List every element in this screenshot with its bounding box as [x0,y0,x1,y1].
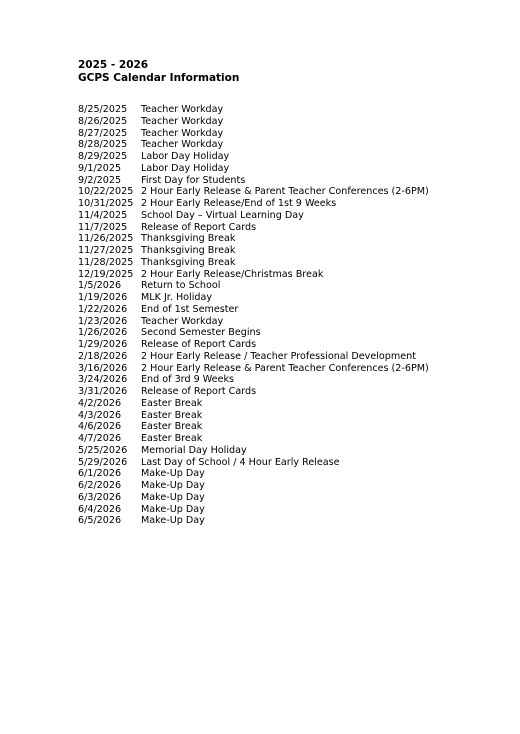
event-description: Make-Up Day [141,468,205,480]
calendar-event-row [78,457,429,469]
event-date: 5/25/2026 [78,444,128,456]
event-date: 3/24/2026 [78,374,128,386]
calendar-event-row [78,116,429,128]
event-description: Labor Day Holiday [141,162,230,174]
event-description: Second Semester Begins [141,327,261,339]
calendar-event-row [78,339,429,351]
school-year: 2025 - 2026 [78,59,149,71]
event-date: 6/3/2026 [78,491,122,503]
calendar-event-row [78,363,429,375]
event-date: 1/29/2026 [78,339,128,350]
event-description: Easter Break [141,433,203,444]
event-date: 4/7/2026 [78,433,122,444]
event-description: Teacher Workday [141,115,224,127]
event-description: Release of Report Cards [141,221,257,233]
calendar-event-row [78,480,429,492]
event-date: 4/6/2026 [78,421,122,433]
event-description: Thanksgiving Break [141,245,236,256]
event-description: Release of Report Cards [141,386,257,397]
event-description: 2 Hour Early Release/End of 1st 9 Weeks [141,198,337,209]
event-date: 11/4/2025 [78,209,128,221]
calendar-event-row [78,504,429,516]
event-description: Easter Break [141,409,203,421]
calendar-event-row [78,186,429,198]
calendar-event-row [78,151,429,163]
event-description: Teacher Workday [141,315,224,327]
calendar-event-row [78,398,429,410]
event-description: Teacher Workday [141,104,224,115]
event-date: 11/26/2025 [78,233,134,245]
calendar-event-row [78,433,429,445]
calendar-event-row [78,104,429,116]
event-date: 6/1/2026 [78,468,122,480]
event-description: Thanksgiving Break [141,256,236,268]
event-description: Release of Report Cards [141,339,257,350]
event-date: 4/2/2026 [78,397,122,409]
event-date: 6/5/2026 [78,515,122,527]
calendar-event-row [78,210,429,222]
event-description: Teacher Workday [141,127,224,139]
event-date: 10/31/2025 [78,198,134,209]
calendar-event-row [78,445,429,457]
event-description: Return to School [141,280,221,292]
event-date: 8/25/2025 [78,104,128,115]
event-date: 2/18/2026 [78,350,128,362]
calendar-event-row [78,374,429,386]
event-description: Memorial Day Holiday [141,444,247,456]
event-description: First Day for Students [141,174,246,186]
event-date: 8/26/2025 [78,115,128,127]
calendar-event-row [78,128,429,140]
calendar-event-row [78,292,429,304]
calendar-event-row [78,198,429,210]
event-date: 5/29/2026 [78,456,128,468]
event-date: 11/7/2025 [78,221,128,233]
document-title: GCPS Calendar Information [78,72,240,84]
event-description: Make-Up Day [141,480,205,491]
event-description: MLK Jr. Holiday [141,292,213,303]
event-date: 6/2/2026 [78,480,122,491]
event-date: 9/1/2025 [78,162,122,174]
document-heading [78,59,239,85]
event-description: Easter Break [141,421,203,433]
calendar-event-row [78,280,429,292]
event-date: 3/31/2026 [78,386,128,397]
calendar-event-row [78,222,429,234]
event-date: 1/5/2026 [78,280,122,292]
calendar-event-row [78,351,429,363]
calendar-event-list [78,104,429,527]
event-date: 6/4/2026 [78,503,122,515]
calendar-event-row [78,515,429,527]
calendar-event-row [78,163,429,175]
calendar-event-row [78,139,429,151]
calendar-event-row [78,468,429,480]
event-description: 2 Hour Early Release & Parent Teacher Conferences (2-6PM) [141,186,429,198]
calendar-event-row [78,492,429,504]
event-date: 10/22/2025 [78,186,134,198]
event-date: 12/19/2025 [78,268,134,280]
event-date: 8/29/2025 [78,151,128,162]
calendar-event-row [78,257,429,269]
event-date: 9/2/2025 [78,174,122,186]
calendar-event-row [78,304,429,316]
event-date: 11/28/2025 [78,256,134,268]
event-description: 2 Hour Early Release & Parent Teacher Conferences (2-6PM) [141,362,429,374]
event-date: 3/16/2026 [78,362,128,374]
event-description: Make-Up Day [141,503,205,515]
calendar-event-row [78,386,429,398]
event-description: School Day – Virtual Learning Day [141,209,304,221]
calendar-event-row [78,269,429,281]
event-date: 4/3/2026 [78,409,122,421]
event-description: Labor Day Holiday [141,151,230,162]
event-date: 11/27/2025 [78,245,134,256]
calendar-event-row [78,233,429,245]
event-description: 2 Hour Early Release / Teacher Professional Development [141,350,416,362]
event-date: 1/22/2026 [78,303,128,315]
event-description: End of 3rd 9 Weeks [141,374,235,386]
event-description: Thanksgiving Break [141,233,236,245]
event-description: End of 1st Semester [141,303,239,315]
calendar-event-row [78,327,429,339]
calendar-event-row [78,245,429,257]
calendar-event-row [78,175,429,187]
event-date: 8/28/2025 [78,139,128,151]
calendar-event-row [78,421,429,433]
calendar-event-row [78,316,429,328]
calendar-event-row [78,410,429,422]
event-description: 2 Hour Early Release/Christmas Break [141,268,324,280]
event-description: Last Day of School / 4 Hour Early Release [141,456,340,468]
event-date: 1/23/2026 [78,315,128,327]
event-date: 8/27/2025 [78,127,128,139]
event-description: Teacher Workday [141,139,224,151]
event-description: Make-Up Day [141,491,205,503]
event-description: Easter Break [141,397,203,409]
event-description: Make-Up Day [141,515,205,527]
event-date: 1/26/2026 [78,327,128,339]
event-date: 1/19/2026 [78,292,128,303]
